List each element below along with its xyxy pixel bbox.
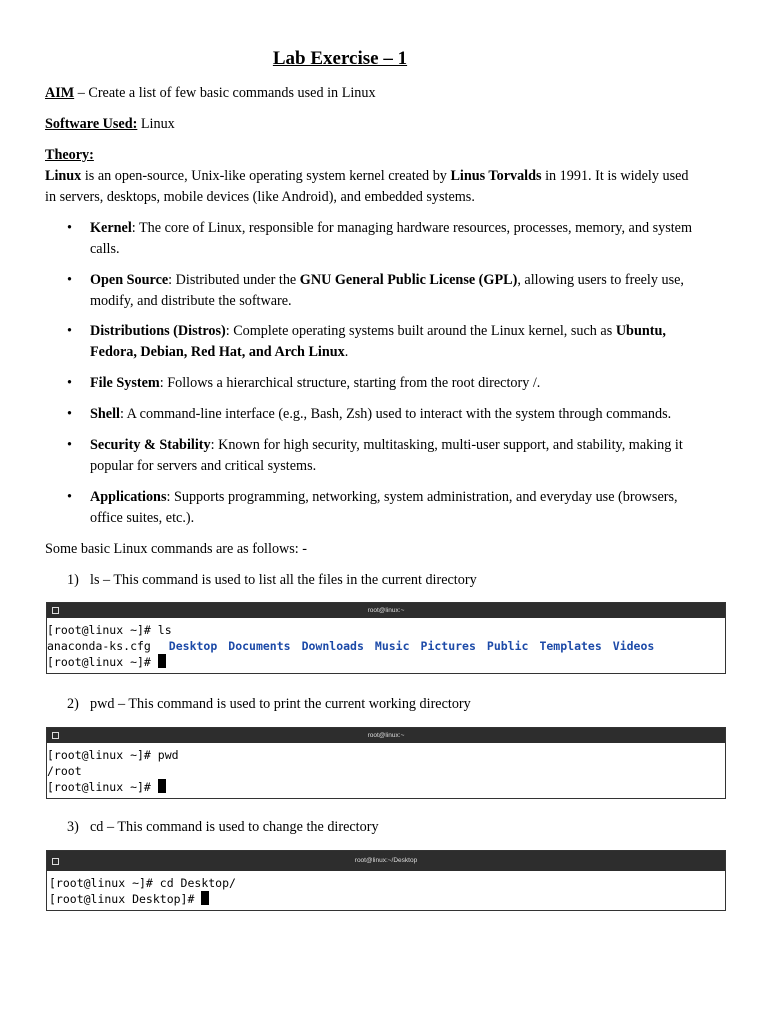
bullet-line1: : Supports programming, networking, system administration, and everyday use (browsers, <box>166 489 678 505</box>
dir-entry: Templates <box>539 639 602 653</box>
bullet-line2: popular for servers and critical systems. <box>90 458 317 474</box>
software-label: Software Used: <box>45 116 138 132</box>
bullet-pre: : Distributed under the <box>168 272 300 288</box>
terminal-title: root@linux:~ <box>367 607 405 614</box>
bullet-bold: Ubuntu, <box>615 323 666 339</box>
bullet-line2: calls. <box>90 241 120 257</box>
bullet-pre: : Complete operating systems built around the Linux kernel, such as <box>225 323 616 339</box>
command-text: ls – This command is used to list all the files in the current directory <box>90 572 477 588</box>
bullet-term: Security & Stability <box>90 437 211 453</box>
terminal-line <box>47 638 725 654</box>
bullet-dot-icon: • <box>67 406 72 422</box>
dir-entry: Pictures <box>420 639 476 653</box>
cursor-icon <box>201 891 209 905</box>
bullet-term: Shell <box>90 406 120 422</box>
command-text: cd – This command is used to change the directory <box>90 819 379 835</box>
terminal-line <box>47 654 725 670</box>
command-number: 2) <box>67 696 79 712</box>
dir-entry: Public <box>486 639 529 653</box>
bullet-text <box>90 373 723 394</box>
terminal-ls <box>46 602 726 674</box>
terminal-titlebar <box>47 728 725 743</box>
bullet-term: Applications <box>90 489 167 505</box>
terminal-titlebar <box>47 851 725 871</box>
dir-entry: Music <box>374 639 410 653</box>
page-title: Lab Exercise – 1 <box>272 48 408 69</box>
terminal-line: [root@linux ~]# cd Desktop/ <box>49 876 236 890</box>
bullet-text <box>90 404 723 425</box>
bullet-bold: GNU General Public License (GPL) <box>299 272 518 288</box>
bullet-text <box>90 321 723 363</box>
aim-text: – Create a list of few basic commands used in Linux <box>74 85 376 101</box>
terminal-menu-icon[interactable] <box>52 858 59 865</box>
terminal-output <box>47 743 725 798</box>
terminal-line <box>49 891 725 907</box>
terminal-menu-icon[interactable] <box>52 607 59 614</box>
cursor-icon <box>158 779 166 793</box>
theory-intro-line1 <box>45 166 725 187</box>
bullet-dot-icon: • <box>67 272 72 288</box>
linus-torvalds-term: Linus Torvalds <box>450 168 542 184</box>
bullet-dot-icon: • <box>67 489 72 505</box>
terminal-pwd <box>46 727 726 799</box>
bullet-dot-icon: • <box>67 220 72 236</box>
bullet-dot-icon: • <box>67 437 72 453</box>
bullet-term: File System <box>90 375 160 391</box>
bullet-term: Kernel <box>90 220 132 236</box>
terminal-menu-icon[interactable] <box>52 732 59 739</box>
bullet-line2-post: . <box>344 344 349 360</box>
terminal-titlebar <box>47 603 725 618</box>
linux-term: Linux <box>45 168 82 184</box>
bullet-line1: : A command-line interface (e.g., Bash, Zsh) used to interact with the system through commands. <box>119 406 672 422</box>
commands-intro: Some basic Linux commands are as follows: - <box>45 541 308 557</box>
bullet-text <box>90 435 723 477</box>
terminal-title: root@linux:~ <box>367 732 405 739</box>
theory-intro-line2: in servers, desktops, mobile devices (like Android), and embedded systems. <box>45 189 475 205</box>
bullet-term: Open Source <box>90 272 169 288</box>
aim-line <box>45 83 725 104</box>
command-number: 3) <box>67 819 79 835</box>
terminal-line: [root@linux ~]# pwd <box>47 748 179 762</box>
dir-entry: Documents <box>228 639 291 653</box>
bullet-term: Distributions (Distros) <box>90 323 226 339</box>
cursor-icon <box>158 654 166 668</box>
bullet-post: , allowing users to freely use, <box>517 272 684 288</box>
command-text: pwd – This command is used to print the current working directory <box>90 696 471 712</box>
terminal-output <box>47 618 725 673</box>
command-number: 1) <box>67 572 79 588</box>
bullet-line1: : Known for high security, multitasking, multi-user support, and stability, making it <box>210 437 683 453</box>
bullet-line1: : Follows a hierarchical structure, starting from the root directory /. <box>159 375 541 391</box>
terminal-prompt: [root@linux ~]# <box>47 780 158 794</box>
theory-heading <box>45 145 725 166</box>
bullet-text <box>90 218 723 260</box>
bullet-line2-bold: Fedora, Debian, Red Hat, and Arch Linux <box>90 344 345 360</box>
terminal-line: [root@linux ~]# ls <box>47 623 172 637</box>
terminal-title: root@linux:~/Desktop <box>354 857 418 864</box>
terminal-prompt: [root@linux Desktop]# <box>49 892 202 906</box>
terminal-line <box>47 779 725 795</box>
dir-entry: Downloads <box>301 639 364 653</box>
bullet-dot-icon: • <box>67 323 72 339</box>
dir-entry: Videos <box>612 639 655 653</box>
bullet-text <box>90 270 723 312</box>
intro-text2a: in 1991. It is widely used <box>541 168 689 184</box>
intro-text1: is an open-source, Unix-like operating system kernel created by <box>81 168 451 184</box>
terminal-cd <box>46 850 726 911</box>
bullet-line2: office suites, etc.). <box>90 510 195 526</box>
bullet-dot-icon: • <box>67 375 72 391</box>
bullet-text <box>90 487 723 529</box>
terminal-output <box>47 871 725 910</box>
bullet-line2: modify, and distribute the software. <box>90 293 292 309</box>
terminal-prompt: [root@linux ~]# <box>47 655 158 669</box>
software-line <box>45 114 725 135</box>
dir-entry: Desktop <box>168 639 218 653</box>
terminal-line: /root <box>47 764 82 778</box>
software-text: Linux <box>137 116 175 132</box>
bullet-line1: : The core of Linux, responsible for managing hardware resources, processes, memory, and system <box>131 220 692 236</box>
theory-label: Theory: <box>45 147 94 163</box>
file-entry: anaconda-ks.cfg <box>47 639 151 653</box>
aim-label: AIM <box>45 85 75 101</box>
